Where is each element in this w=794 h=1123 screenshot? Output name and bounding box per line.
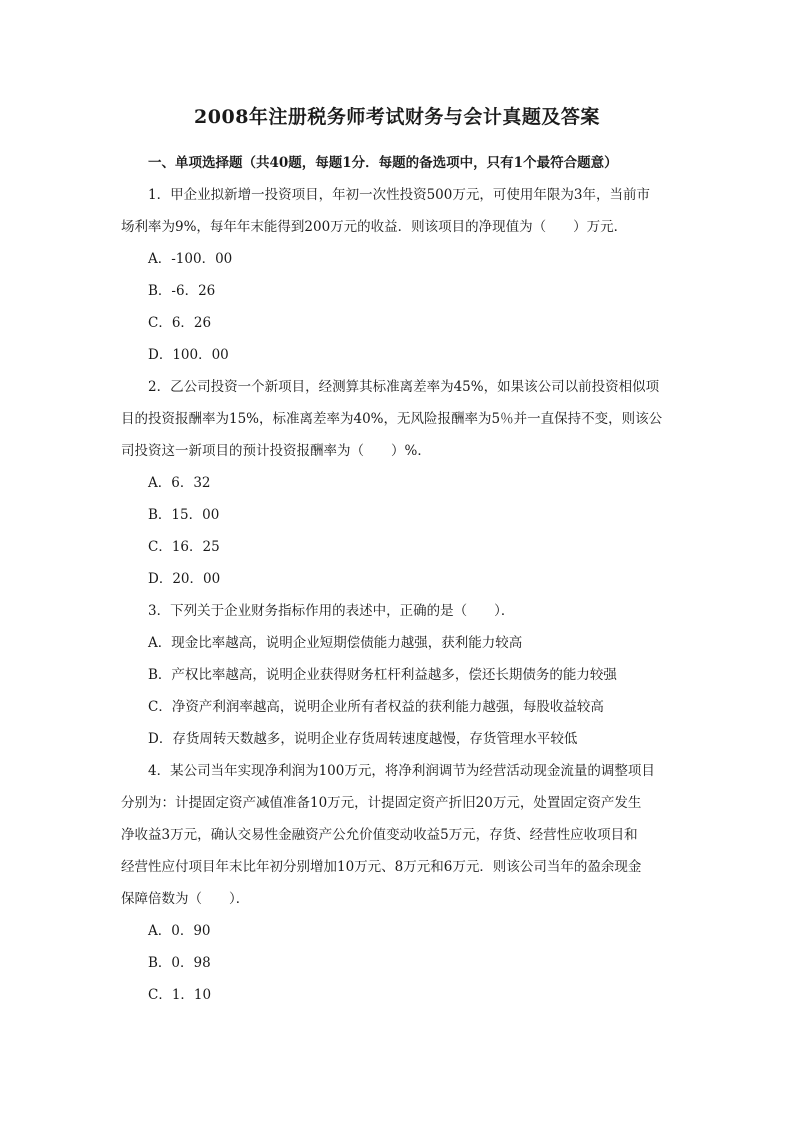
section-heading: 一、单项选择题（共40题，每题1分．每题的备选项中，只有1个最符合题意） [148, 155, 618, 171]
question-4-line-4: 经营性应付项目年末比年初分别增加10万元、8万元和6万元．则该公司当年的盈余现金 [121, 859, 642, 875]
question-1-option-c: C．6．26 [148, 315, 212, 331]
question-1-line-2: 场利率为9%，每年年末能得到200万元的收益．则该项目的净现值为（ ）万元． [121, 219, 628, 235]
question-4-option-b: B．0．98 [148, 955, 211, 971]
question-1-line-1: 1．甲企业拟新增一投资项目，年初一次性投资500万元，可使用年限为3年，当前市 [148, 187, 650, 203]
question-1-option-b: B．-6．26 [148, 283, 216, 299]
question-2-line-1: 2．乙公司投资一个新项目，经测算其标准离差率为45%，如果该公司以前投资相似项 [148, 379, 660, 395]
question-2-line-2: 目的投资报酬率为15%，标准离差率为40%，无风险报酬率为5％并一直保持不变，则该公 [121, 411, 663, 427]
question-1-option-a: A．-100．00 [148, 251, 233, 267]
question-3-line-1: 3．下列关于企业财务指标作用的表述中，正确的是（ ）． [148, 603, 515, 619]
question-2-option-b: B．15．00 [148, 507, 220, 523]
question-3-option-a: A．现金比率越高，说明企业短期偿债能力越强，获利能力较高 [148, 635, 523, 651]
question-4-option-c: C．1．10 [148, 987, 212, 1003]
question-2-option-a: A．6．32 [148, 475, 211, 491]
question-4-line-1: 4．某公司当年实现净利润为100万元，将净利润调节为经营活动现金流量的调整项目 [148, 763, 655, 779]
question-2-option-d: D．20．00 [148, 571, 221, 587]
question-4-option-a: A．0．90 [148, 923, 211, 939]
question-2-option-c: C．16．25 [148, 539, 220, 555]
question-2-line-3: 司投资这一新项目的预计投资报酬率为（ ）%． [121, 443, 431, 459]
question-4-line-2: 分别为：计提固定资产减值准备10万元，计提固定资产折旧20万元，处置固定资产发生 [121, 795, 642, 811]
document-title: 2008年注册税务师考试财务与会计真题及答案 [194, 106, 600, 128]
question-4-line-3: 净收益3万元，确认交易性金融资产公允价值变动收益5万元，存货、经营性应收项目和 [121, 827, 638, 843]
question-3-option-c: C．净资产利润率越高，说明企业所有者权益的获利能力越强，每股收益较高 [148, 699, 604, 715]
question-3-option-b: B．产权比率越高，说明企业获得财务杠杆利益越多，偿还长期债务的能力较强 [148, 667, 617, 683]
question-3-option-d: D．存货周转天数越多，说明企业存货周转速度越慢，存货管理水平较低 [148, 731, 578, 747]
question-4-line-5: 保障倍数为（ ）． [121, 891, 250, 907]
question-1-option-d: D．100．00 [148, 347, 229, 363]
